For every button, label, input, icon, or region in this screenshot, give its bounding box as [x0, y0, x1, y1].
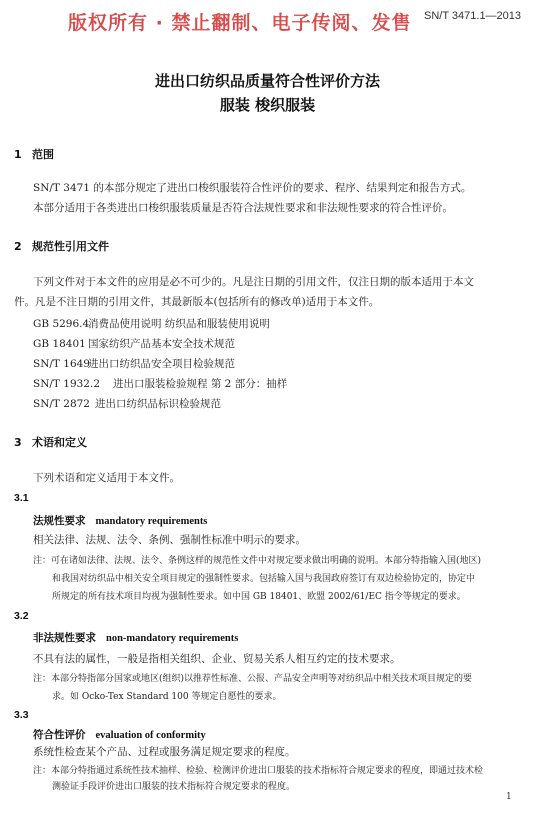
term-number: 3.1 — [14, 492, 29, 504]
paragraph: 件。凡是不注日期的引用文件，其最新版本(包括所有的修改单)适用于本文件。 — [14, 296, 380, 308]
note-continued: 求。如 Ocko-Tex Standard 100 等规定自愿性的要求。 — [52, 692, 282, 702]
reference-code: GB 5296.4 — [33, 318, 90, 330]
paragraph: 本部分适用于各类进出口梭织服装质量是否符合法规性要求和非法规性要求的符合性评价。 — [33, 202, 453, 214]
note: 注：本部分特指部分国家或地区(组织)以推荐性标准、公报、产品安全声明等对纺织品中相关技术项目规定的要 — [33, 674, 473, 684]
term-zh: 法规性要求 — [33, 515, 86, 527]
section-number: 3 — [14, 436, 22, 449]
standard-code: SN/T 3471.1—2013 — [424, 10, 522, 22]
document-subtitle: 服装 梭织服装 — [219, 96, 316, 114]
note: 注：可在诸如法律、法规、法令、条例这样的规范性文件中对规定要求做出明确的说明。本部分特指输入国(地区) — [33, 556, 482, 566]
reference-name: 进出口服装检验规程 第 2 部分：抽样 — [113, 378, 288, 390]
reference-name: 消费品使用说明 纺织品和服装使用说明 — [88, 318, 270, 330]
note: 注：本部分特指通过系统性技术抽样、检验、检测评价进出口服装的技术指标符合规定要求的程度，即通过技术检 — [33, 766, 484, 776]
term-en: mandatory requirements — [95, 516, 208, 527]
term-zh: 非法规性要求 — [33, 632, 96, 644]
reference-name: 国家纺织产品基本安全技术规范 — [88, 338, 235, 350]
section-2-heading — [14, 238, 109, 254]
term-definition: 不具有法的属性，一般是指相关组织、企业、贸易关系人相互约定的技术要求。 — [33, 653, 401, 665]
page-number: 1 — [506, 792, 512, 802]
section-number: 2 — [14, 240, 22, 253]
note-continued: 测验证手段评价进出口服装的技术指标符合规定要求的程度。 — [52, 782, 296, 792]
reference-name: 进出口纺织品安全项目检验规范 — [88, 358, 235, 370]
term-en: non-mandatory requirements — [106, 633, 239, 644]
note-continued: 和我国对纺织品中相关安全项目规定的强制性要求。包括输入国与我国政府签订有双边检验协定的，协定中 — [52, 574, 476, 584]
reference-code: GB 18401 — [33, 338, 86, 350]
paragraph: 下列术语和定义适用于本文件。 — [33, 472, 180, 484]
reference-code: SN/T 1649 — [33, 358, 90, 370]
reference-item — [33, 336, 235, 351]
paragraph: 下列文件对于本文件的应用是必不可少的。凡是注日期的引用文件，仅注日期的版本适用于本文 — [33, 276, 474, 288]
reference-item — [33, 396, 221, 411]
watermark-banner: 版权所有 · 禁止翻制、电子传阅、发售 — [68, 12, 412, 34]
section-title: 规范性引用文件 — [32, 240, 109, 253]
term-definition: 系统性检查某个产品、过程或服务满足规定要求的程度。 — [33, 746, 296, 758]
reference-code: SN/T 1932.2 — [33, 378, 100, 390]
section-title: 范围 — [32, 148, 54, 161]
term-number: 3.3 — [14, 709, 29, 721]
reference-code: SN/T 2872 — [33, 398, 90, 410]
paragraph: SN/T 3471 的本部分规定了进出口梭织服装符合性评价的要求、程序、结果判定和报告方式。 — [33, 182, 472, 194]
note-continued: 所规定的所有技术项目均视为强制性要求。如中国 GB 18401、欧盟 2002/61/EC 指令等规定的要求。 — [52, 592, 466, 602]
section-3-heading — [14, 434, 87, 450]
term-en: evaluation of conformity — [95, 730, 206, 741]
term-heading — [33, 727, 206, 742]
term-definition: 相关法律、法规、法令、条例、强制性标准中明示的要求。 — [33, 534, 306, 546]
term-heading — [33, 513, 207, 528]
section-title: 术语和定义 — [32, 436, 87, 449]
section-number: 1 — [14, 148, 22, 161]
term-zh: 符合性评价 — [33, 729, 86, 741]
term-number: 3.2 — [14, 610, 29, 622]
reference-name: 进出口纺织品标识检验规范 — [95, 398, 221, 410]
term-heading — [33, 630, 238, 645]
section-1-heading — [14, 146, 54, 162]
document-title: 进出口纺织品质量符合性评价方法 — [154, 72, 380, 90]
reference-item — [33, 376, 287, 391]
reference-item — [33, 316, 270, 331]
reference-item — [33, 356, 235, 371]
